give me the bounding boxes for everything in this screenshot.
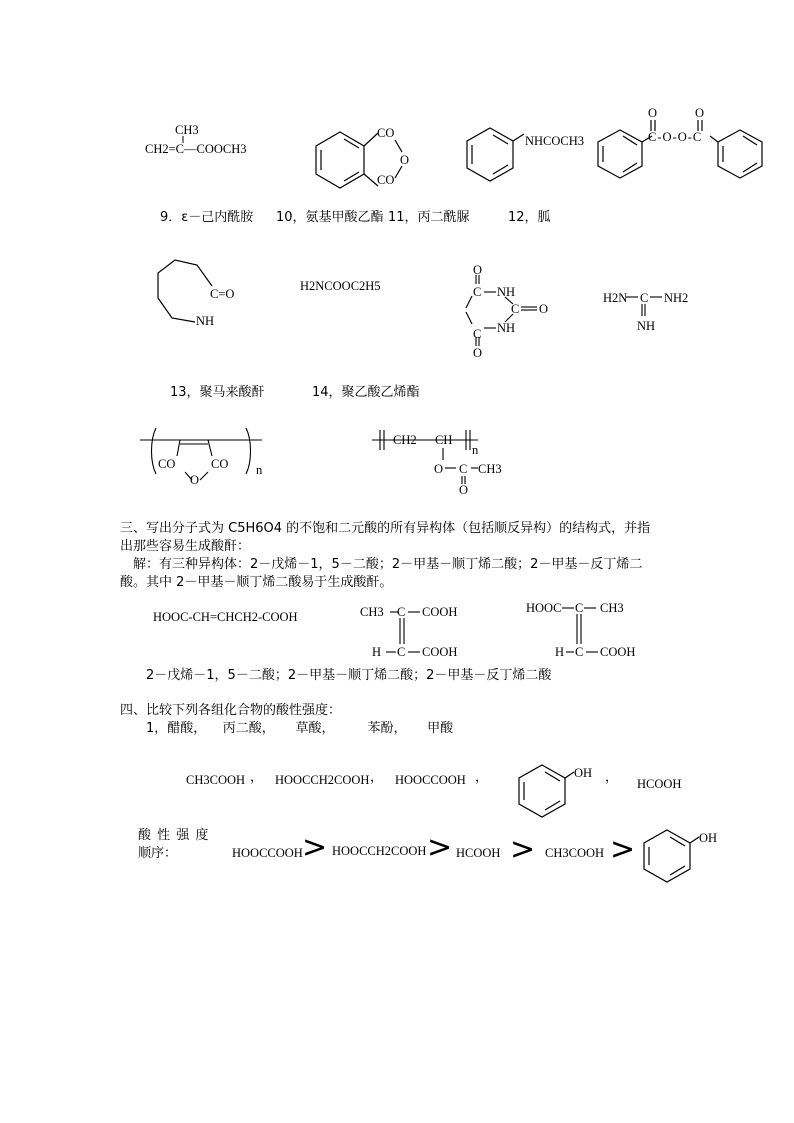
section4-compound-list: 1，醋酸， 丙二酸， 草酸， 苯酚， 甲酸 <box>146 721 454 736</box>
barb-c-top: C <box>473 285 482 299</box>
comma-2: ， <box>370 770 384 785</box>
pva-ch: CH <box>435 433 453 447</box>
label-item13: 13，聚马来酸酐 <box>170 385 265 400</box>
guanidine-nh2: NH2 <box>664 291 689 305</box>
benzoyl-o1: O <box>648 106 658 120</box>
caprolactam-co: C=O <box>210 287 235 301</box>
ethyl-carbamate: H2NCOOC2H5 <box>300 279 381 293</box>
isomer1-formula: HOOC-CH=CHCH2-COOH <box>153 610 298 624</box>
methacrylate-formula: CH2=C—COOCH3 <box>145 142 247 156</box>
guanidine-h2n: H2N <box>603 291 628 305</box>
comma-3: ， <box>475 770 489 785</box>
barb-o-right: O <box>539 302 549 316</box>
comma-1: ， <box>250 770 264 785</box>
caprolactam-nh: NH <box>196 314 215 328</box>
order-formic-acid: HCOOH <box>456 846 501 860</box>
benzoyl-o2: O <box>695 106 705 120</box>
acidity-order-label-1: 酸 性 强 度 <box>138 828 210 843</box>
compound-oxalic-acid: HOOCCOOH <box>395 773 466 787</box>
barb-o-top: O <box>473 263 483 277</box>
pva-n: n <box>472 443 479 457</box>
section3-answer-line2: 酸。其中 2－甲基－顺丁烯二酸易于生成酸酐。 <box>120 575 393 590</box>
gt-sign-4: > <box>610 832 636 867</box>
barb-o-bottom: O <box>473 346 483 360</box>
trans-ch3: CH3 <box>600 601 624 615</box>
compound-acetic-acid: CH3COOH <box>186 773 246 787</box>
barb-c-right: C <box>511 302 520 316</box>
pma-co-left: CO <box>158 457 176 471</box>
pva-o2: O <box>459 483 469 497</box>
phenol-ring-2 <box>644 830 690 882</box>
order-oxalic-acid: HOOCCOOH <box>232 846 303 860</box>
label-item12: 12，胍 <box>508 210 551 225</box>
isomer-caption: 2－戊烯－1，5－二酸；2－甲基－顺丁烯二酸；2－甲基－反丁烯二酸 <box>146 668 552 683</box>
label-item10: 10，氨基甲酸乙酯 <box>276 210 384 225</box>
gt-sign-2: > <box>427 830 453 865</box>
phthalic-o: O <box>400 153 410 167</box>
cis-h: H <box>372 645 382 659</box>
gt-sign-3: > <box>510 832 536 867</box>
section3-question-line2: 出那些容易生成酸酐： <box>120 539 251 554</box>
cis-c-bottom: C <box>397 645 406 659</box>
label-item11: 11，丙二酰脲 <box>388 210 470 225</box>
trans-h: H <box>555 645 565 659</box>
compound-formic-acid: HCOOH <box>637 777 682 791</box>
phthalic-co-top: CO <box>377 126 395 140</box>
trans-hooc: HOOC <box>526 601 562 615</box>
acetanilide-formula: NHCOCH3 <box>525 134 585 148</box>
compound-malonic-acid: HOOCCH2COOH <box>275 773 370 787</box>
pva-o: O <box>434 462 444 476</box>
gt-sign-1: > <box>302 830 328 865</box>
barb-c-bottom: C <box>473 327 482 341</box>
guanidine-c: C <box>640 291 649 305</box>
order-malonic-acid: HOOCCH2COOH <box>332 844 427 858</box>
phthalic-co-bottom: CO <box>377 173 395 187</box>
pva-c: C <box>459 462 468 476</box>
trans-c-bottom: C <box>575 645 584 659</box>
trans-cooh: COOH <box>600 645 636 659</box>
cis-c-top: C <box>397 605 406 619</box>
comma-4: ， <box>605 770 619 785</box>
pma-o: O <box>190 473 200 487</box>
methacrylate-ch3: CH3 <box>175 123 199 137</box>
acidity-order-label-2: 顺序： <box>138 846 178 861</box>
pma-co-right: CO <box>211 457 229 471</box>
section3-answer-line1: 解：有三种异构体：2－戊烯－1，5－二酸；2－甲基－顺丁烯二酸；2－甲基－反丁烯二 <box>133 557 643 572</box>
section4-question: 四、比较下列各组化合物的酸性强度： <box>120 703 342 718</box>
order-acetic-acid: CH3COOH <box>545 846 605 860</box>
cis-ch3: CH3 <box>360 605 384 619</box>
barb-nh1: NH <box>497 285 516 299</box>
label-item9: 9．ε－己内酰胺 <box>160 210 254 225</box>
cis-cooh-top: COOH <box>422 605 458 619</box>
label-item14: 14，聚乙酸乙烯酯 <box>312 385 420 400</box>
cis-cooh-bottom: COOH <box>422 645 458 659</box>
section3-question-line1: 三、写出分子式为 C5H6O4 的不饱和二元酸的所有异构体（包括顺反异构）的结构式，并指 <box>120 521 651 536</box>
order-phenol-oh: OH <box>699 831 718 845</box>
benzoyl-linkage: C-O-O-C <box>648 130 703 144</box>
pva-ch2: CH2 <box>393 433 417 447</box>
phenol-oh: OH <box>574 766 593 780</box>
guanidine-nh: NH <box>637 319 656 333</box>
barb-nh2: NH <box>497 321 516 335</box>
pma-n: n <box>256 463 263 477</box>
phenol-ring-1 <box>519 765 565 817</box>
trans-c-top: C <box>575 601 584 615</box>
pva-ch3: CH3 <box>478 462 502 476</box>
